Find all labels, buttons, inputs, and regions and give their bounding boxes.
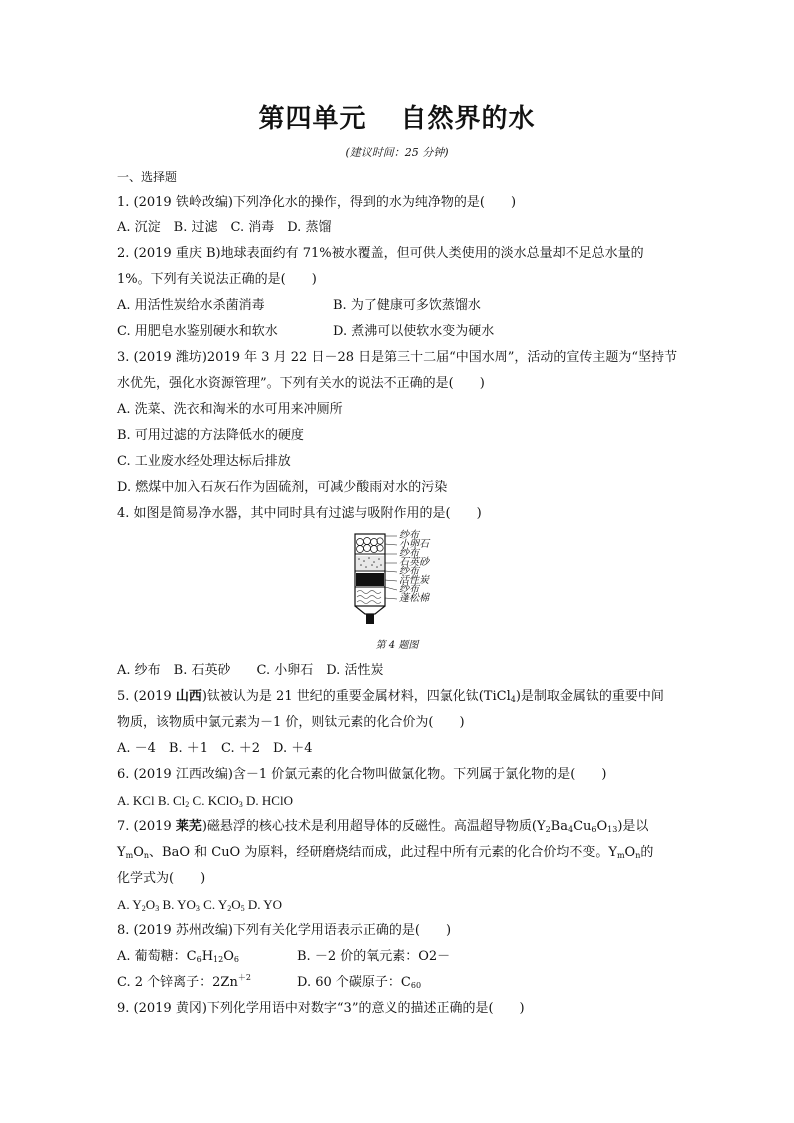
q7-sub-m: m: [125, 851, 134, 860]
q3-option-d: D. 燃煤中加入石灰石作为固硫剂，可减少酸雨对水的污染: [117, 480, 448, 495]
figure-label-cotton: 蓬松棉: [399, 593, 429, 604]
q1-options: A. 沉淀 B. 过滤 C. 消毒 D. 蒸馏: [117, 220, 332, 235]
q7-ba: Ba: [550, 819, 568, 834]
q2-option-c: C. 用肥皂水鉴别硬水和软水: [117, 324, 278, 339]
q8-option-a-sub2: 12: [213, 955, 224, 964]
page-title: [0, 98, 794, 135]
q6-option-d: D. HClO: [246, 793, 293, 808]
q8-option-c-sup: ＋2: [237, 973, 251, 982]
q5-stem-body: )钛被认为是 21 世纪的重要金属材料，四氯化钛(TiCl: [201, 689, 511, 704]
q8-option-a-h: H: [201, 949, 214, 964]
q7-option-d: D. YO: [247, 897, 283, 912]
q7-option-c-sub2: 5: [240, 904, 245, 913]
q3-stem-line1: 3. (2019 潍坊)2019 年 3 月 22 日－28 日是第三十二届“中国水周”，活动的宣传主题为“坚持节: [117, 350, 678, 365]
q7-option-b-text: B. YO: [162, 897, 196, 912]
water-purifier-figure: [345, 530, 455, 630]
q7-o: O: [596, 819, 608, 834]
q7-region: 莱芜: [175, 819, 202, 834]
q7-stem-prefix: 7. (2019: [117, 819, 176, 834]
q7-stem-end: )是以: [617, 819, 649, 834]
q7-stem-mid: 、BaO 和 CuO 为原料，经研磨烧结而成，此过程中所有元素的化合价均不变。Y: [149, 845, 617, 860]
q4-options: A. 纱布 B. 石英砂 C. 小卵石 D. 活性炭: [117, 663, 384, 678]
q8-option-a-o: O: [223, 949, 234, 964]
q8-stem: 8. (2019 苏州改编)下列有关化学用语表示正确的是( ): [117, 923, 452, 938]
suggested-time: (建议时间：25 分钟): [345, 146, 449, 159]
figure-label-activated-carbon: 活性炭: [399, 575, 429, 586]
q7-option-c-o: O: [231, 897, 241, 912]
q2-stem-line2: 1%。下列有关说法正确的是( ): [117, 272, 317, 287]
q5-stem-end: )是制取金属钛的重要中间: [515, 689, 664, 704]
q6-option-b: [158, 793, 189, 808]
q7-stem-body: )磁悬浮的核心技术是利用超导体的反磁性。高温超导物质(Y: [201, 819, 546, 834]
q8-option-c: [117, 974, 251, 992]
q2-option-b: B. 为了健康可多饮蒸馏水: [333, 298, 481, 313]
q7-option-a-sub1: 2: [141, 904, 146, 913]
q7-sub-ba: 4: [567, 825, 574, 834]
q8-option-c-text: C. 2 个锌离子：2Zn: [117, 975, 238, 990]
q7-sub-n: n: [143, 851, 150, 860]
q7-sub-n-2: n: [635, 851, 641, 860]
q6-option-c: [193, 793, 243, 808]
q8-option-d: [297, 974, 421, 992]
q3-stem-line2: 水优先，强化水资源管理”。下列有关水的说法不正确的是( ): [117, 376, 485, 391]
q7-cu: Cu: [573, 819, 592, 834]
figure-label-gauze-3: 纱布: [399, 566, 419, 577]
q6-option-b-sub: 2: [185, 800, 190, 809]
q7-option-b: [162, 897, 199, 912]
q8-option-a: [117, 948, 239, 966]
q4-stem: 4. 如图是简易净水器，其中同时具有过滤与吸附作用的是( ): [117, 506, 482, 521]
q7-options: [117, 896, 282, 914]
q5-stem-prefix: 5. (2019: [117, 689, 176, 704]
q9-stem: 9. (2019 黄冈)下列化学用语中对数字“3”的意义的描述正确的是( ): [117, 1001, 525, 1016]
q3-option-b: B. 可用过滤的方法降低水的硬度: [117, 428, 304, 443]
q2-stem-line1: 2. (2019 重庆 B)地球表面约有 71%被水覆盖，但可供人类使用的淡水总量却不足总水量的: [117, 246, 644, 261]
q2-option-a: A. 用活性炭给水杀菌消毒: [117, 298, 265, 313]
q6-option-a: A. KCl: [117, 793, 155, 808]
q7-on-2: O: [624, 845, 636, 860]
q7-sub-cu: 6: [591, 825, 597, 834]
q7-stem-line3: 化学式为( ): [117, 871, 206, 886]
q7-option-c: [203, 897, 244, 912]
q7-stem-end-2: 的: [640, 845, 654, 860]
q7-option-b-sub: 3: [195, 904, 200, 913]
figure-label-pebbles: 小卵石: [399, 539, 429, 550]
q8-option-d-sub: 60: [410, 981, 422, 990]
section-heading: 一、选择题: [117, 170, 178, 184]
q2-option-d: D. 煮沸可以使软水变为硬水: [333, 324, 495, 339]
q7-sub-m-2: m: [616, 851, 625, 860]
q1-stem: 1. (2019 铁岭改编)下列净化水的操作，得到的水为纯净物的是( ): [117, 195, 517, 210]
q7-option-a: [117, 897, 159, 912]
title-topic: 自然界的水: [400, 104, 536, 134]
q3-option-a: A. 洗菜、洗衣和淘米的水可用来冲厕所: [117, 402, 343, 417]
q5-stem-line1: [117, 688, 664, 706]
q7-stem-line1: [117, 818, 648, 836]
figure-caption: 第 4 题图: [375, 640, 419, 651]
q3-option-c: C. 工业废水经处理达标后排放: [117, 454, 291, 469]
q8-option-a-sub3: 6: [233, 955, 239, 964]
q7-sub-y: 2: [545, 825, 551, 834]
figure-label-gauze-1: 纱布: [399, 530, 419, 541]
figure-label-gauze-4: 纱布: [399, 584, 419, 595]
q8-option-a-sub1: 6: [196, 955, 202, 964]
q7-sub-o: 13: [607, 825, 618, 834]
title-unit: 第四单元: [258, 104, 367, 134]
q7-stem-line2: [117, 844, 653, 862]
q8-option-b: B. －2 价的氧元素：O2－: [297, 949, 451, 964]
q6-options: [117, 792, 293, 810]
q7-option-a-y: A. Y: [117, 897, 142, 912]
q7-option-c-sub1: 2: [227, 904, 232, 913]
q5-stem-line2: 物质，该物质中氯元素为－1 价，则钛元素的化合价为( ): [117, 715, 465, 730]
q8-option-a-text: A. 葡萄糖：C: [117, 949, 197, 964]
q5-region: 山西: [175, 689, 202, 704]
figure-label-gauze-2: 纱布: [399, 548, 419, 559]
figure-label-quartz-sand: 石英砂: [399, 557, 429, 568]
q6-option-c-sub: 3: [238, 800, 243, 809]
q6-option-b-text: B. Cl: [157, 793, 186, 808]
q7-option-a-sub2: 3: [155, 904, 160, 913]
q7-ym: Y: [117, 845, 126, 860]
q5-subscript: 4: [510, 695, 516, 704]
q7-on: O: [133, 845, 144, 860]
q8-option-d-text: D. 60 个碳原子：C: [297, 975, 411, 990]
q5-options: A. －4 B. ＋1 C. ＋2 D. ＋4: [117, 741, 313, 756]
q6-option-c-text: C. KClO: [192, 793, 239, 808]
q7-option-c-y: C. Y: [203, 897, 228, 912]
q7-option-a-o: O: [145, 897, 156, 912]
q6-stem: 6. (2019 江西改编)含－1 价氯元素的化合物叫做氯化物。下列属于氯化物的是( ): [117, 767, 607, 782]
